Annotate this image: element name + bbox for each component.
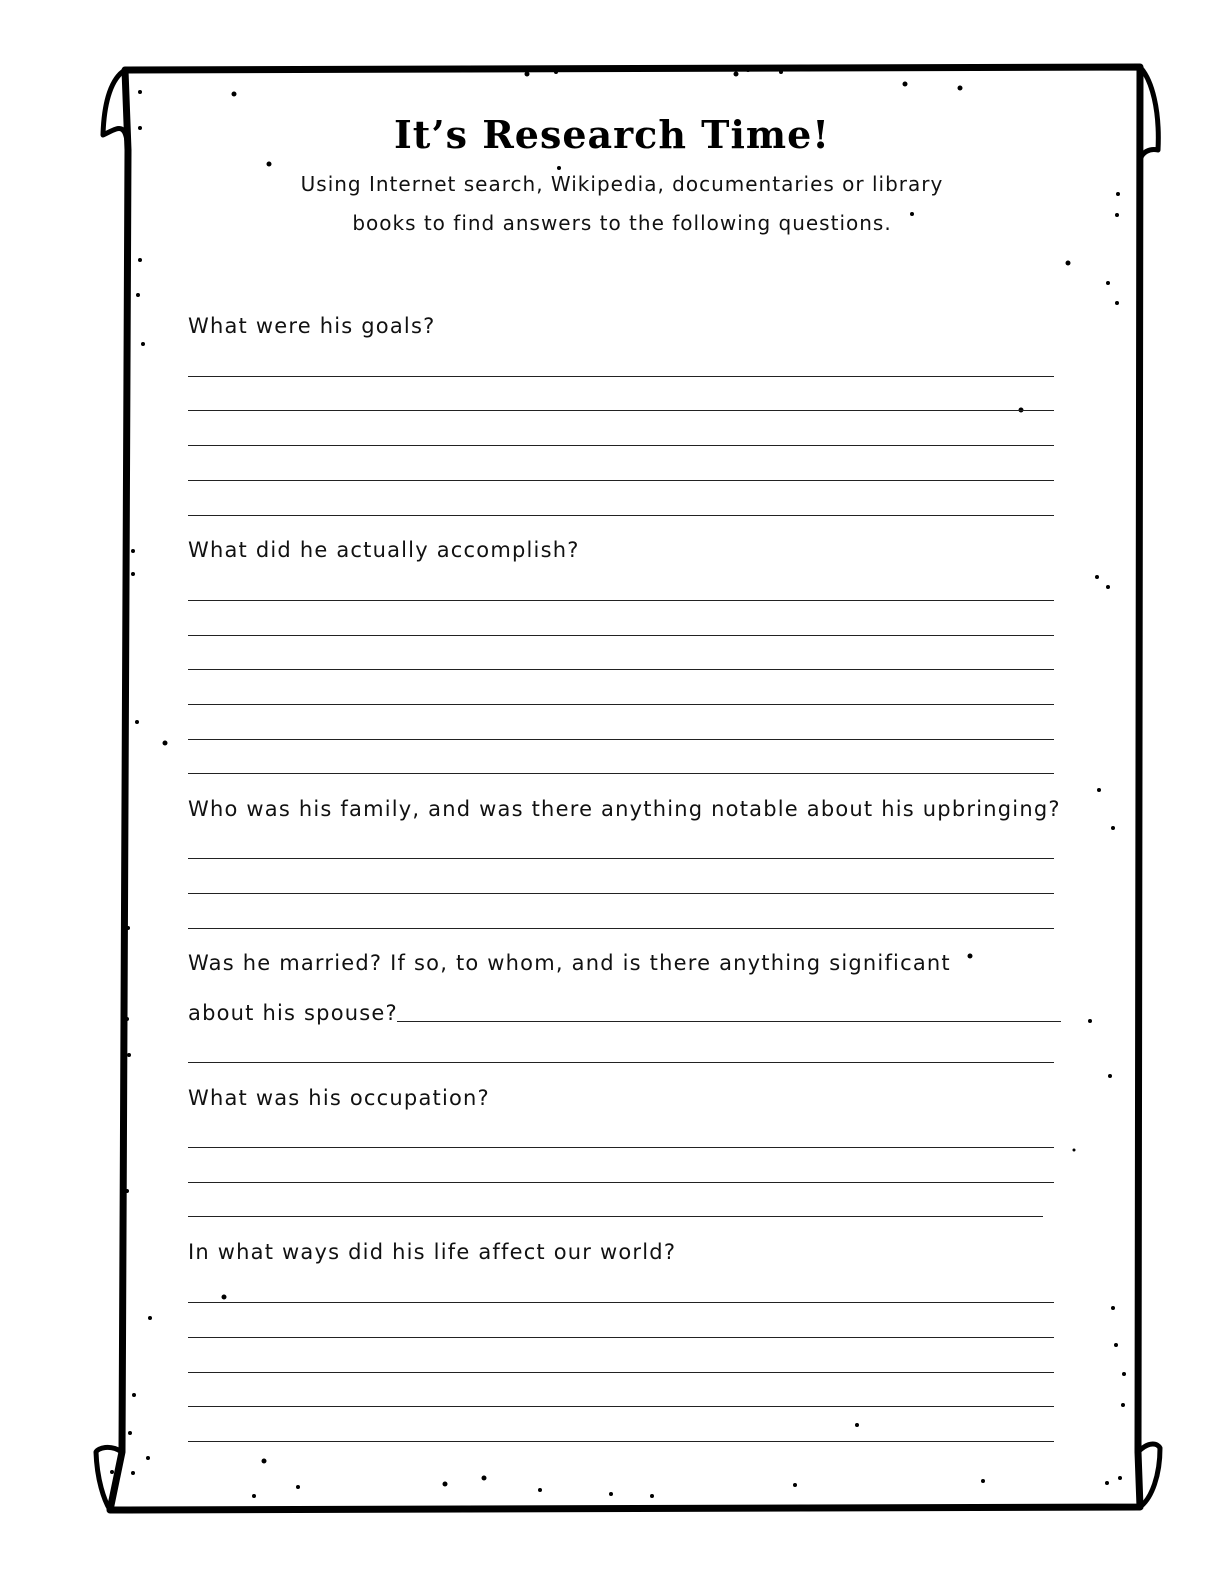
answer-line[interactable] xyxy=(188,1337,1054,1338)
answer-line[interactable] xyxy=(188,928,1054,929)
question-spouse: about his spouse? xyxy=(188,1001,398,1025)
question-married: Was he married? If so, to whom, and is there anything significant xyxy=(188,951,951,975)
answer-line[interactable] xyxy=(188,445,1054,446)
answer-line[interactable] xyxy=(188,1147,1054,1148)
answer-line[interactable] xyxy=(188,1062,1054,1063)
answer-line[interactable] xyxy=(188,704,1054,705)
answer-line[interactable] xyxy=(188,773,1054,774)
question-impact: In what ways did his life affect our world? xyxy=(188,1240,677,1264)
question-goals: What were his goals? xyxy=(188,314,436,338)
answer-line[interactable] xyxy=(188,739,1054,740)
question-occupation: What was his occupation? xyxy=(188,1086,490,1110)
answer-line[interactable] xyxy=(188,1406,1054,1407)
answer-line[interactable] xyxy=(188,635,1054,636)
answer-line[interactable] xyxy=(188,669,1054,670)
instructions-line-1: Using Internet search, Wikipedia, documentaries or library xyxy=(300,172,944,196)
answer-line[interactable] xyxy=(188,1216,1043,1217)
answer-line[interactable] xyxy=(188,410,1054,411)
answer-line[interactable] xyxy=(188,1182,1054,1183)
question-family: Who was his family, and was there anything notable about his upbringing? xyxy=(188,797,1061,821)
answer-line[interactable] xyxy=(188,858,1054,859)
answer-line[interactable] xyxy=(188,480,1054,481)
answer-line[interactable] xyxy=(188,1441,1054,1442)
worksheet-title: It’s Research Time! xyxy=(394,112,830,157)
answer-line[interactable] xyxy=(188,376,1054,377)
instructions-line-2: books to find answers to the following questions. xyxy=(352,211,892,235)
answer-line[interactable] xyxy=(188,1302,1054,1303)
answer-line[interactable] xyxy=(397,1021,1061,1022)
question-accomplishments: What did he actually accomplish? xyxy=(188,538,580,562)
answer-line[interactable] xyxy=(188,893,1054,894)
answer-line[interactable] xyxy=(188,1372,1054,1373)
answer-line[interactable] xyxy=(188,600,1054,601)
answer-line[interactable] xyxy=(188,515,1054,516)
